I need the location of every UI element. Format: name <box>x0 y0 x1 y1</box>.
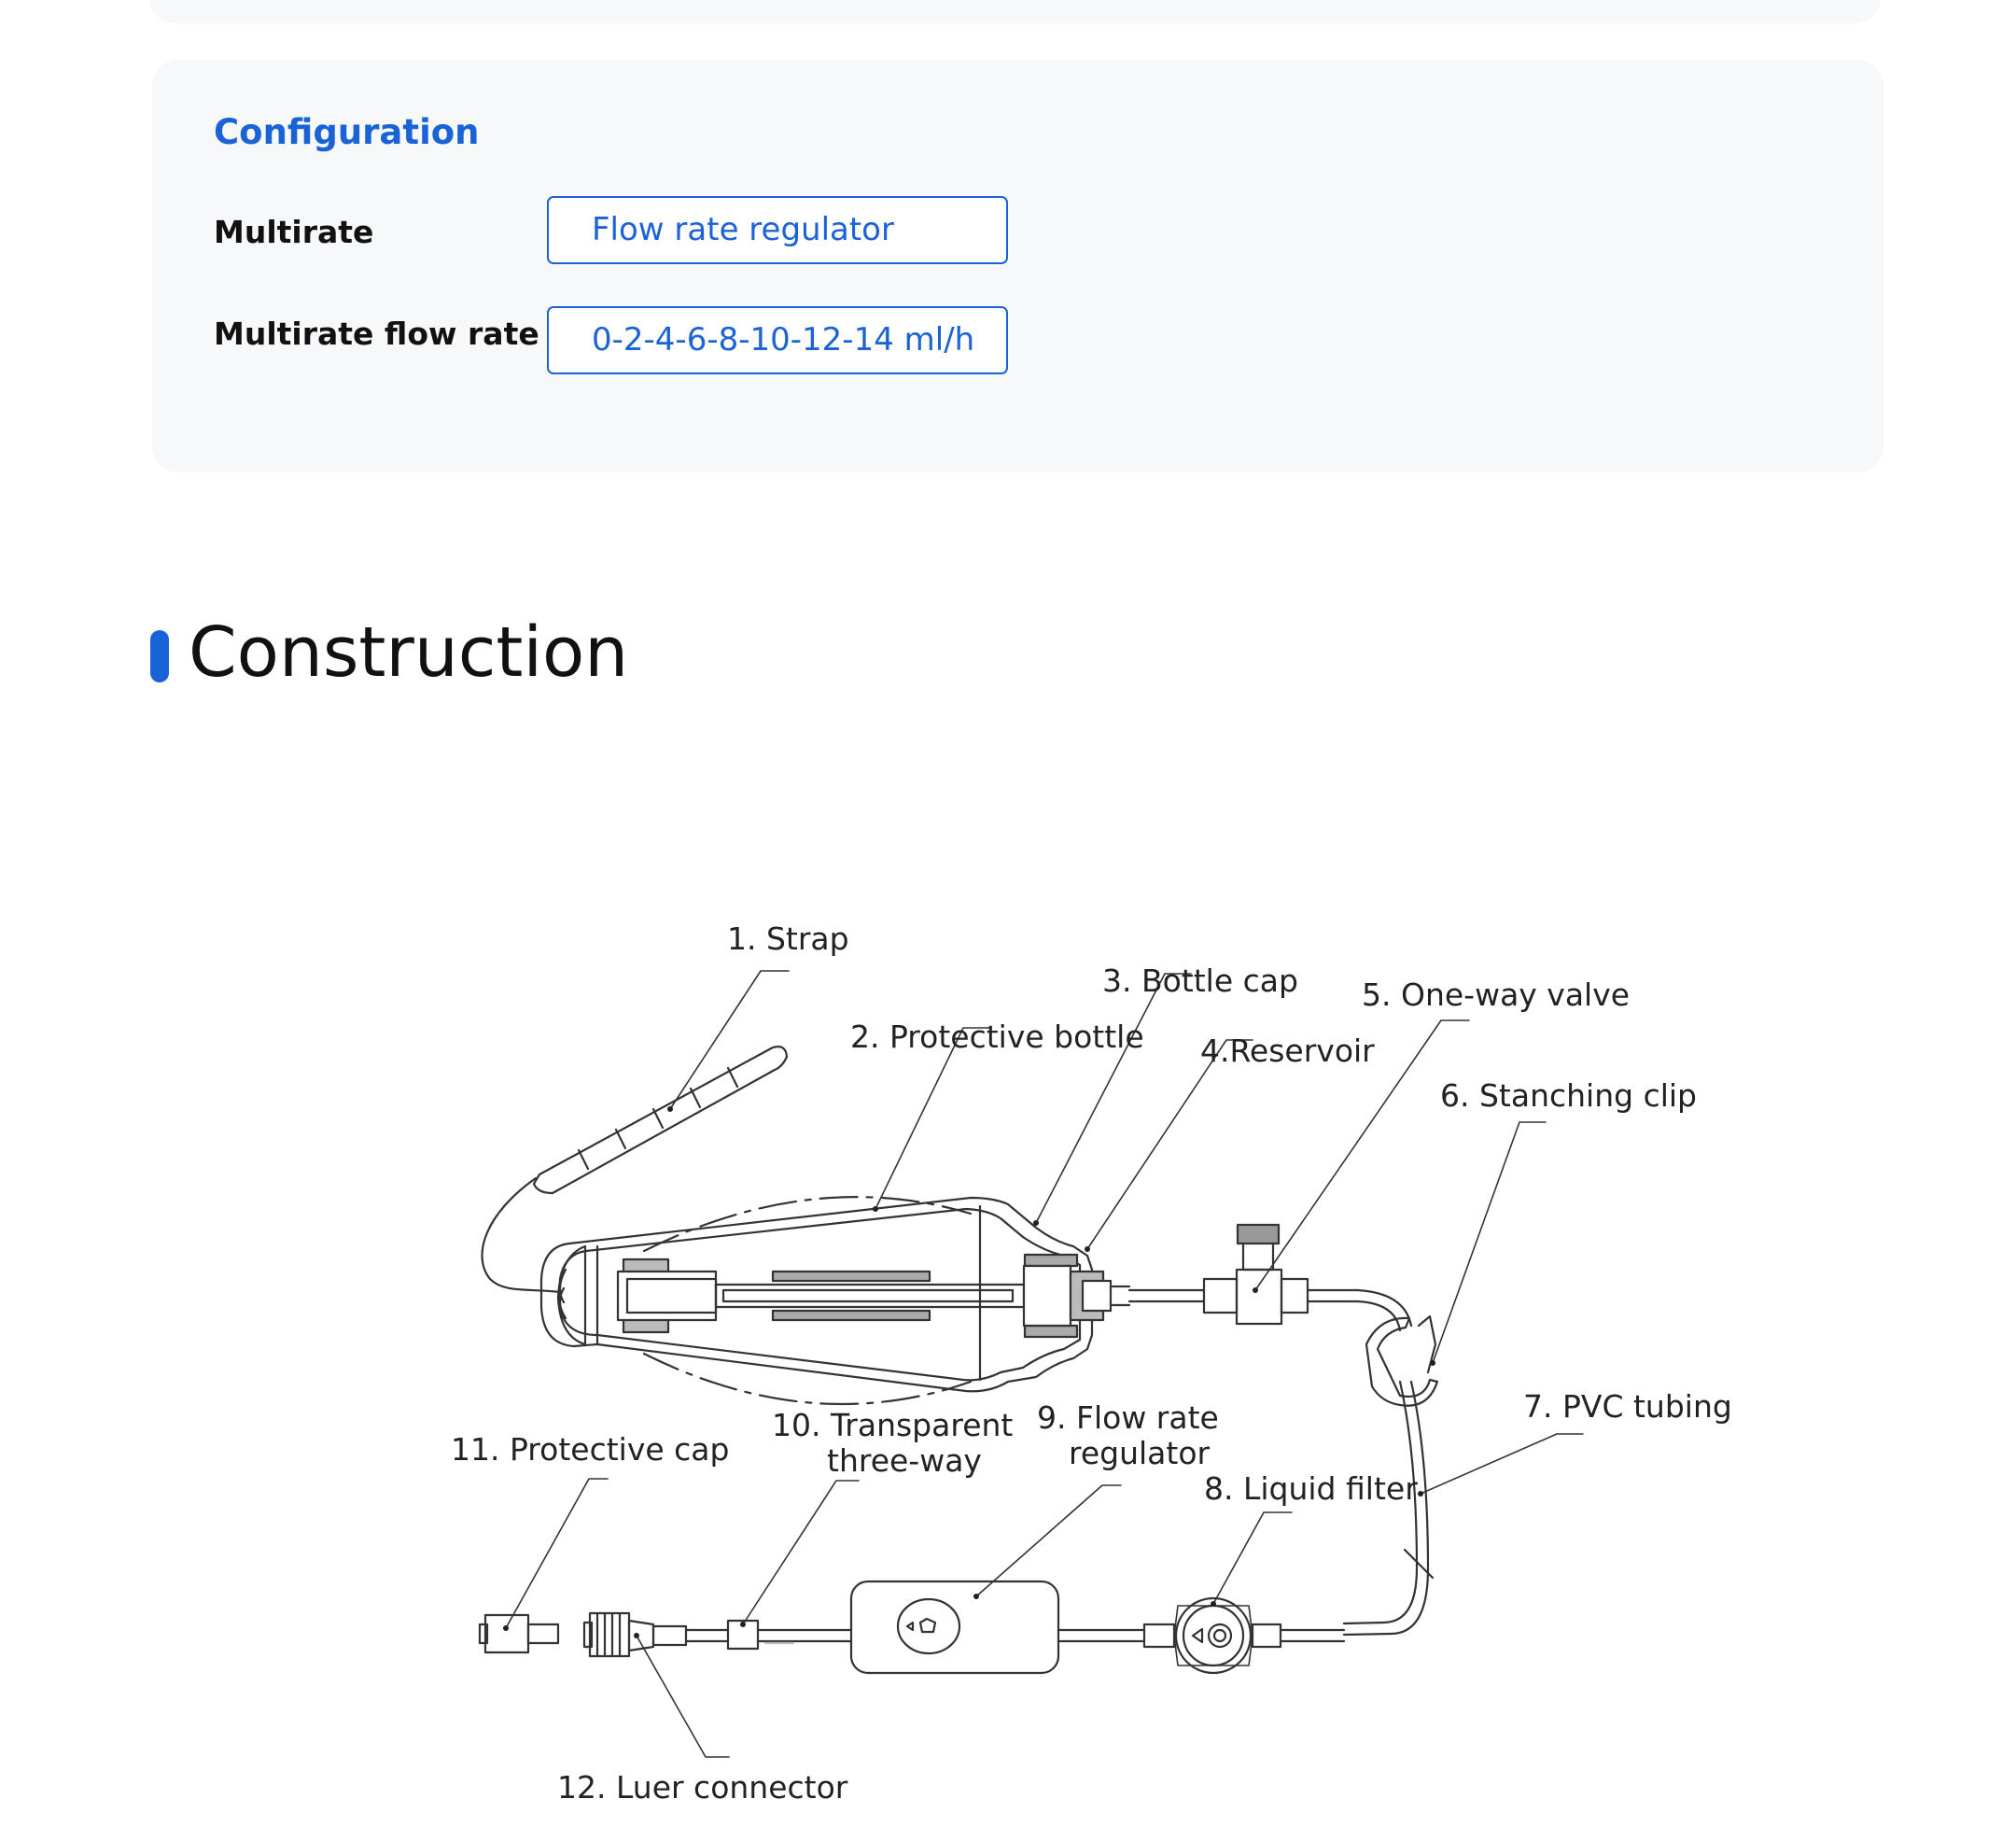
configuration-title: Configuration <box>214 112 480 152</box>
label-stanching-clip: 6. Stanching clip <box>1440 1077 1698 1114</box>
label-luer-connector: 12. Luer connector <box>557 1769 848 1806</box>
label-protective-cap: 11. Protective cap <box>451 1431 730 1468</box>
label-strap: 1. Strap <box>727 921 849 957</box>
multirate-value: Flow rate regulator <box>547 196 1008 264</box>
flow-rate-regulator-drawing <box>851 1581 1144 1673</box>
three-way-drawing <box>686 1621 851 1649</box>
label-three-way-1: 10. Transparent <box>772 1407 1014 1443</box>
multirate-label: Multirate <box>214 214 374 250</box>
label-flow-rate-regulator-2: regulator <box>1069 1435 1211 1471</box>
leader-dots <box>503 1106 1435 1638</box>
label-protective-bottle: 2. Protective bottle <box>850 1019 1144 1055</box>
reservoir-drawing <box>618 1255 1129 1337</box>
label-one-way-valve: 5. One-way valve <box>1362 977 1631 1013</box>
valve-drawing <box>1129 1225 1358 1324</box>
label-flow-rate-regulator-1: 9. Flow rate <box>1037 1399 1219 1436</box>
label-liquid-filter: 8. Liquid filter <box>1204 1470 1418 1507</box>
strap-drawing <box>483 1047 787 1292</box>
label-three-way-2: three-way <box>827 1442 982 1479</box>
pvc-tubing-drawing <box>1344 1290 1433 1635</box>
multirate-flow-rate-label: Multirate flow rate <box>214 316 539 352</box>
label-pvc-tubing: 7. PVC tubing <box>1523 1388 1732 1425</box>
liquid-filter-drawing <box>1144 1598 1344 1673</box>
protective-cap-drawing <box>480 1615 558 1652</box>
multirate-flow-rate-value: 0-2-4-6-8-10-12-14 ml/h <box>547 306 1008 374</box>
label-bottle-cap: 3. Bottle cap <box>1102 963 1298 999</box>
construction-title: Construction <box>189 612 629 693</box>
label-reservoir: 4.Reservoir <box>1200 1033 1375 1069</box>
